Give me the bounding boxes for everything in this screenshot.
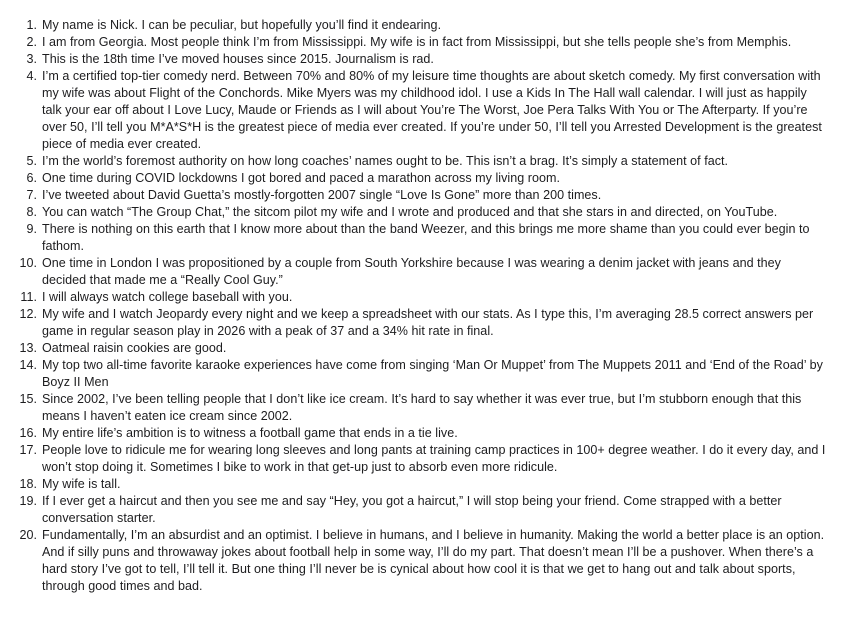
- list-item-text: I’m the world’s foremost authority on how long coaches’ names ought to be. This isn’t a brag. It’s simply a statement of fact.: [42, 154, 729, 168]
- list-item-number: 13.: [19, 341, 37, 355]
- list-item-text: One time during COVID lockdowns I got bored and paced a marathon across my living room.: [42, 171, 560, 185]
- list-item: [0, 204, 842, 221]
- list-item-number: 12.: [19, 307, 37, 321]
- list-item-text: This is the 18th time I’ve moved houses since 2015. Journalism is rad.: [42, 52, 434, 66]
- list-item-text: Fundamentally, I’m an absurdist and an optimist. I believe in humans, and I believe in humanity. Making the world a better place is an option. And if silly puns and throwaway jokes about football help in some way, I’ll do my part. That doesn’t mean I’ll be a pushover. When there’s a hard story I’ve got to tell, I’ll tell it. But one thing I’ll never be is cynical about how cool it is that we get to hang out and talk about sports, through good times and bad.: [42, 528, 825, 593]
- list-item: [0, 170, 842, 187]
- list-item-text: My wife and I watch Jeopardy every night and we keep a spreadsheet with our stats. As I type this, I’m averaging 28.5 correct answers per game in regular season play in 2026 with a peak of 37 and a 34% hit rate in final.: [42, 307, 814, 338]
- numbered-fact-list: [0, 17, 842, 595]
- list-item: [0, 68, 842, 153]
- list-item-text: If I ever get a haircut and then you see me and say “Hey, you got a haircut,” I will stop being your friend. Come strapped with a better conversation starter.: [42, 494, 782, 525]
- list-item-text: My entire life’s ambition is to witness a football game that ends in a tie live.: [42, 426, 458, 440]
- list-item-number: 10.: [19, 256, 37, 270]
- list-item: [0, 51, 842, 68]
- list-item-text: My wife is tall.: [42, 477, 121, 491]
- list-item: [0, 493, 842, 527]
- list-item: [0, 340, 842, 357]
- list-item: [0, 153, 842, 170]
- list-item-text: One time in London I was propositioned by a couple from South Yorkshire because I was wearing a denim jacket with jeans and they decided that made me a “Really Cool Guy.”: [42, 256, 781, 287]
- list-item: [0, 442, 842, 476]
- list-item: [0, 476, 842, 493]
- list-item-number: 6.: [26, 171, 37, 185]
- list-item: [0, 306, 842, 340]
- list-item: [0, 425, 842, 442]
- list-item-number: 18.: [19, 477, 37, 491]
- list-item-text: I am from Georgia. Most people think I’m from Mississippi. My wife is in fact from Mississippi, but she tells people she’s from Memphis.: [42, 35, 792, 49]
- list-item: [0, 221, 842, 255]
- list-item-number: 11.: [20, 290, 37, 304]
- list-item-text: People love to ridicule me for wearing long sleeves and long pants at training camp practices in 100+ degree weather. I do it every day, and I won’t stop doing it. Sometimes I bike to work in that get-up just to absorb even more ridicule.: [42, 443, 826, 474]
- list-item-number: 5.: [26, 154, 37, 168]
- list-item-text: Oatmeal raisin cookies are good.: [42, 341, 227, 355]
- list-item-number: 14.: [19, 358, 37, 372]
- list-item: [0, 17, 842, 34]
- list-item: [0, 357, 842, 391]
- list-item-text: Since 2002, I’ve been telling people that I don’t like ice cream. It’s hard to say whether it was ever true, but I’m stubborn enough that this means I haven’t eaten ice cream since 2002.: [42, 392, 802, 423]
- list-item: [0, 255, 842, 289]
- list-item-number: 1.: [26, 18, 37, 32]
- list-item: [0, 391, 842, 425]
- list-item: [0, 527, 842, 595]
- list-item-text: I will always watch college baseball with you.: [42, 290, 293, 304]
- list-item-text: I’m a certified top-tier comedy nerd. Between 70% and 80% of my leisure time thoughts are about sketch comedy. My first conversation with my wife was about Flight of the Conchords. Mike Myers was my childhood idol. I use a Kids In The Hall wall calendar. I will just as happily talk your ear off about I Love Lucy, Maude or Friends as I will about You’re The Worst, Joe Pera Talks With You or The Afterparty. If you’re over 50, I’ll tell you M*A*S*H is the greatest piece of media ever created. If you’re under 50, I’ll tell you Arrested Development is the greatest piece of media ever created.: [42, 69, 822, 151]
- list-item-text: I’ve tweeted about David Guetta’s mostly-forgotten 2007 single “Love Is Gone” more than 200 times.: [42, 188, 602, 202]
- list-item-text: My name is Nick. I can be peculiar, but hopefully you’ll find it endearing.: [42, 18, 442, 32]
- list-item-number: 16.: [19, 426, 37, 440]
- list-item: [0, 34, 842, 51]
- list-item-text: My top two all-time favorite karaoke experiences have come from singing ‘Man Or Muppet’ from The Muppets 2011 and ‘End of the Road’ by Boyz II Men: [42, 358, 823, 389]
- list-item-number: 19.: [19, 494, 37, 508]
- list-item-number: 3.: [26, 52, 37, 66]
- list-item-number: 4.: [26, 69, 37, 83]
- list-item-text: You can watch “The Group Chat,” the sitcom pilot my wife and I wrote and produced and that she stars in and directed, on YouTube.: [42, 205, 778, 219]
- list-item-number: 7.: [26, 188, 37, 202]
- list-item-number: 9.: [26, 222, 37, 236]
- list-item: [0, 289, 842, 306]
- list-item: [0, 187, 842, 204]
- list-item-number: 15.: [19, 392, 37, 406]
- list-item-number: 20.: [19, 528, 37, 542]
- list-item-number: 2.: [26, 35, 37, 49]
- list-item-number: 17.: [19, 443, 37, 457]
- list-item-number: 8.: [26, 205, 37, 219]
- list-item-text: There is nothing on this earth that I know more about than the band Weezer, and this brings me more shame than you could ever begin to fathom.: [42, 222, 810, 253]
